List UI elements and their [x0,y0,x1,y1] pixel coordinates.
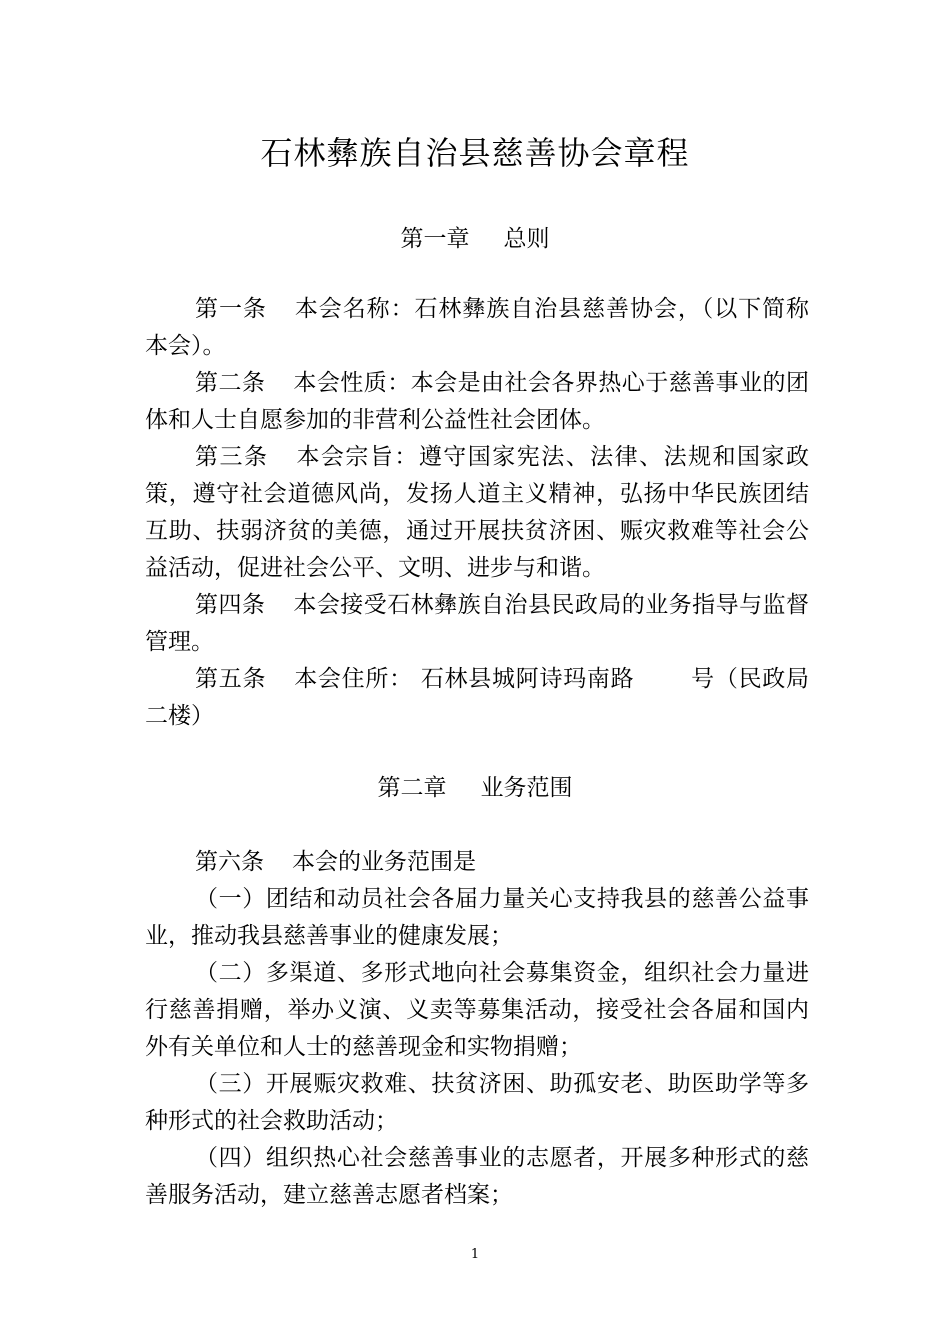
chapter-1-heading [0,222,950,256]
page-number: 1 [470,1247,480,1262]
article-label: 第一条 [195,296,267,322]
chapter-number: 第一章 [400,226,470,252]
article-5 [145,661,809,735]
article-label: 第二条 [195,370,266,396]
list-item: （三）开展赈灾救难、扶贫济困、助孤安老、助医助学等多种形式的社会救助活动； [145,1071,809,1134]
article-text: 本会住所： 石林县城阿诗玛南路 [294,666,635,692]
article-label: 第六条 [195,849,264,875]
article-text: 本会的业务范围是 [292,849,476,875]
article-label: 第三条 [195,444,269,470]
document-title: 石林彝族自治县慈善协会章程 [260,134,690,172]
article-label: 第五条 [195,666,267,692]
chapter-1-body [145,291,809,735]
list-item: （一）团结和动员社会各届力量关心支持我县的慈善公益事业，推动我县慈善事业的健康发展； [145,886,809,949]
article-3 [145,439,809,587]
article-label: 第四条 [195,592,266,618]
list-item: （二）多渠道、多形式地向社会募集资金，组织社会力量进行慈善捐赠，举办义演、义卖等募集活动，接受社会各届和国内外有关单位和人士的慈善现金和实物捐赠； [145,960,809,1060]
chapter-name: 总则 [503,226,550,252]
article-4 [145,587,809,661]
article-1 [145,291,809,365]
article-2 [145,365,809,439]
chapter-2-heading [0,771,950,805]
article-text-continued: 号（民政局二楼） [145,666,810,729]
chapter-2-body [145,844,809,1214]
article-6 [145,844,809,881]
chapter-number: 第二章 [377,775,447,801]
chapter-name: 业务范围 [480,775,573,801]
article-text: 本会性质：本会是由社会各界热心于慈善事业的团体和人士自愿参加的非营利公益性社会团体。 [145,370,809,433]
article-text: 本会名称：石林彝族自治县慈善协会，（以下简称本会）。 [145,296,809,359]
list-item: （四）组织热心社会慈善事业的志愿者，开展多种形式的慈善服务活动，建立慈善志愿者档案； [145,1145,809,1208]
article-text: 本会接受石林彝族自治县民政局的业务指导与监督管理。 [145,592,809,655]
article-text: 本会宗旨：遵守国家宪法、法律、法规和国家政策，遵守社会道德风尚，发扬人道主义精神，弘扬中华民族团结互助、扶弱济贫的美德，通过开展扶贫济困、赈灾救难等社会公益活动，促进社会公平、文明、进步与和谐。 [145,444,810,581]
